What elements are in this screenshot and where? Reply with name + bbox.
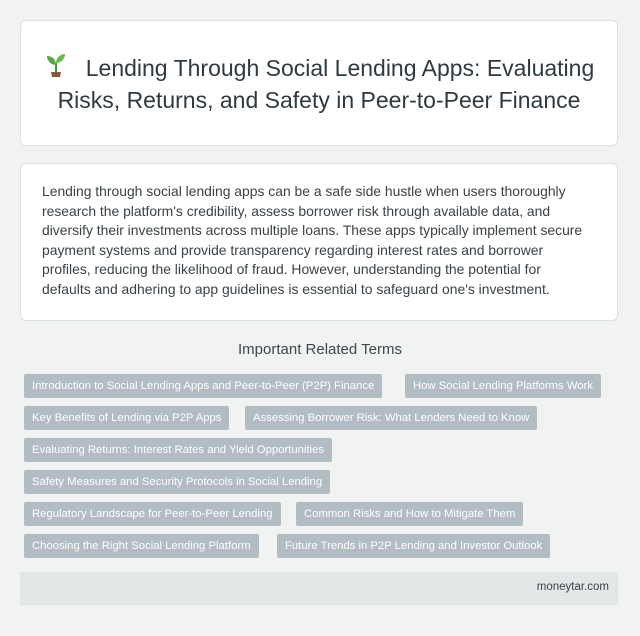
term-tag[interactable]: Regulatory Landscape for Peer-to-Peer Lending — [24, 502, 281, 526]
term-tag[interactable]: Choosing the Right Social Lending Platform — [24, 534, 259, 558]
term-tag[interactable]: Key Benefits of Lending via P2P Apps — [24, 406, 229, 430]
footer-site-link[interactable]: moneytar.com — [536, 581, 609, 593]
title-card — [20, 20, 618, 146]
term-tag[interactable]: How Social Lending Platforms Work — [405, 374, 601, 398]
term-tag[interactable]: Introduction to Social Lending Apps and Peer-to-Peer (P2P) Finance — [24, 374, 382, 398]
footer — [20, 572, 618, 605]
page-title — [21, 52, 617, 115]
term-tag[interactable]: Assessing Borrower Risk: What Lenders Need to Know — [245, 406, 537, 430]
term-tag[interactable]: Future Trends in P2P Lending and Investor Outlook — [277, 534, 550, 558]
title-text: Lending Through Social Lending Apps: Evaluating Risks, Returns, and Safety in Peer-to-Peer Finance — [57, 54, 595, 113]
term-tag[interactable]: Safety Measures and Security Protocols in Social Lending — [24, 470, 330, 494]
term-tag[interactable]: Common Risks and How to Mitigate Them — [296, 502, 523, 526]
summary-card — [20, 163, 618, 321]
sprout-icon — [44, 52, 68, 85]
summary-text: Lending through social lending apps can be a safe side hustle when users thoroughly research the platform's credibility, assess borrower risk through available data, and diversify their investments across multiple loans. These apps typically implement secure payment systems and provide transparency regarding interest rates and borrower profiles, reducing the likelihood of fraud. However, understanding the potential for defaults and adhering to app guidelines is essential to safeguard one's investment. — [42, 183, 583, 297]
term-tag[interactable]: Evaluating Returns: Interest Rates and Yield Opportunities — [24, 438, 332, 462]
related-terms-heading: Important Related Terms — [238, 341, 402, 358]
